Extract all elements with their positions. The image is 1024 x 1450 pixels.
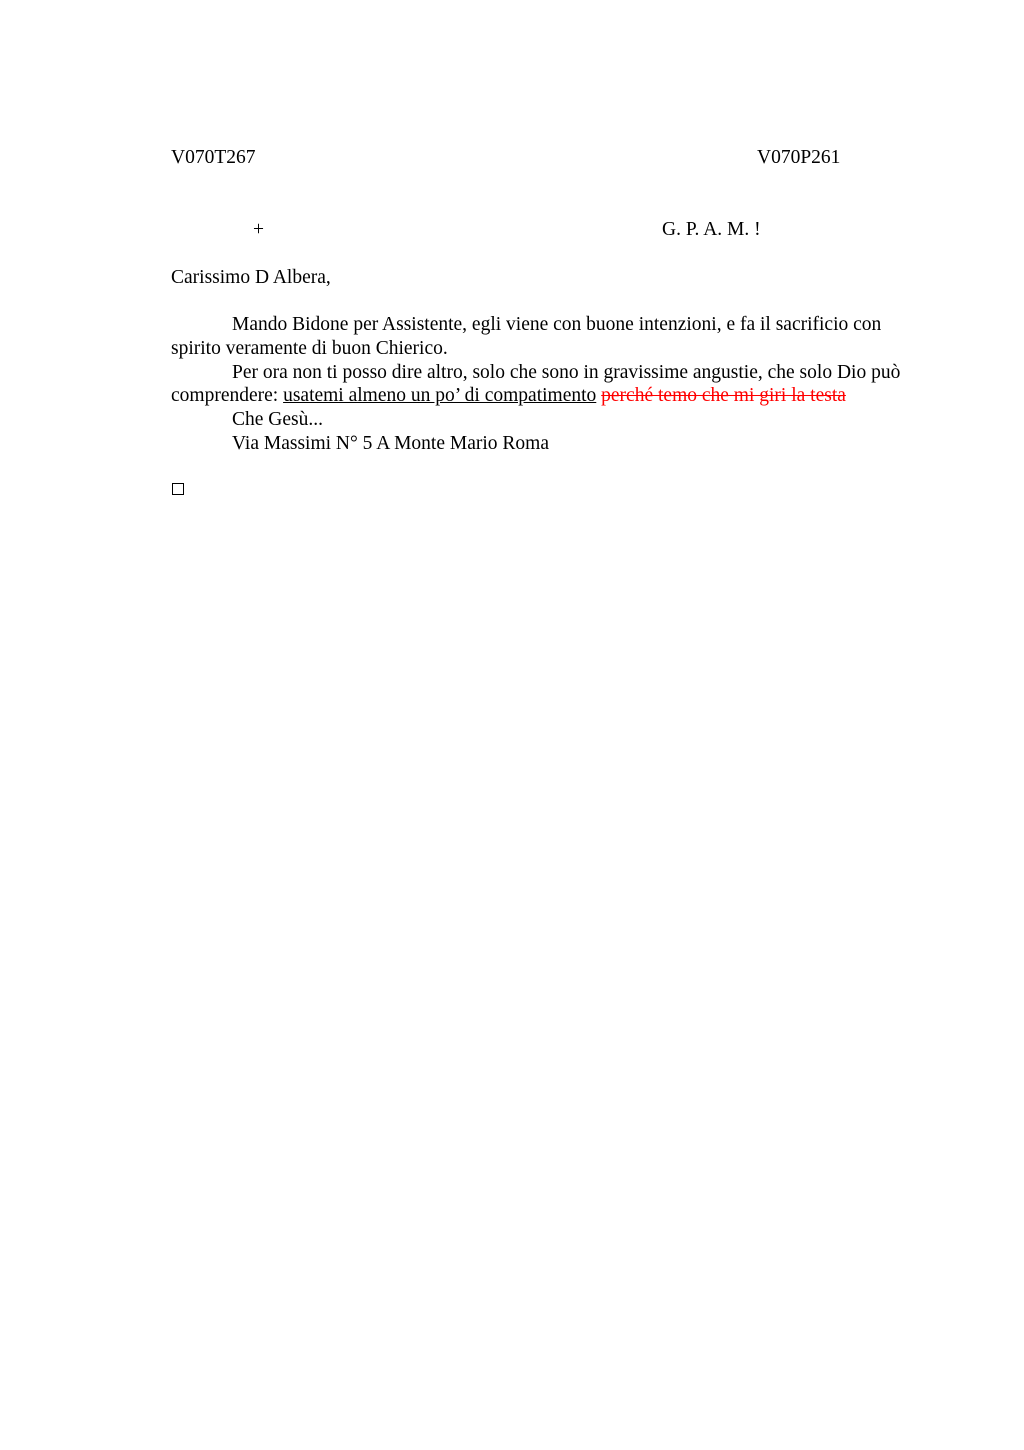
document-code-left: V070T267 (171, 147, 256, 168)
paragraph-1: Mando Bidone per Assistente, egli viene con buone intenzioni, e fa il sacrificio con spirito veramente di buon Chierico. (171, 314, 882, 359)
closing-line: Che Gesù... (232, 409, 323, 431)
letter-body (171, 313, 931, 456)
address-line: Via Massimi N° 5 A Monte Mario Roma (232, 432, 549, 454)
salutation: Carissimo D Albera, (171, 267, 331, 288)
struck-phrase: perché temo che mi giri la testa (601, 385, 846, 407)
empty-square-icon (172, 483, 184, 495)
document-code-right: V070P261 (757, 147, 841, 168)
paragraph-2-text: Per ora non ti posso dire altro, solo che sono in gravissime angustie, che solo Dio può comprendere: (171, 361, 901, 407)
motto-heading: G. P. A. M. ! (662, 219, 761, 240)
underlined-phrase: usatemi almeno un po’ di compatimento (283, 385, 597, 407)
paragraph-2 (171, 361, 931, 409)
cross-symbol: + (253, 219, 264, 240)
